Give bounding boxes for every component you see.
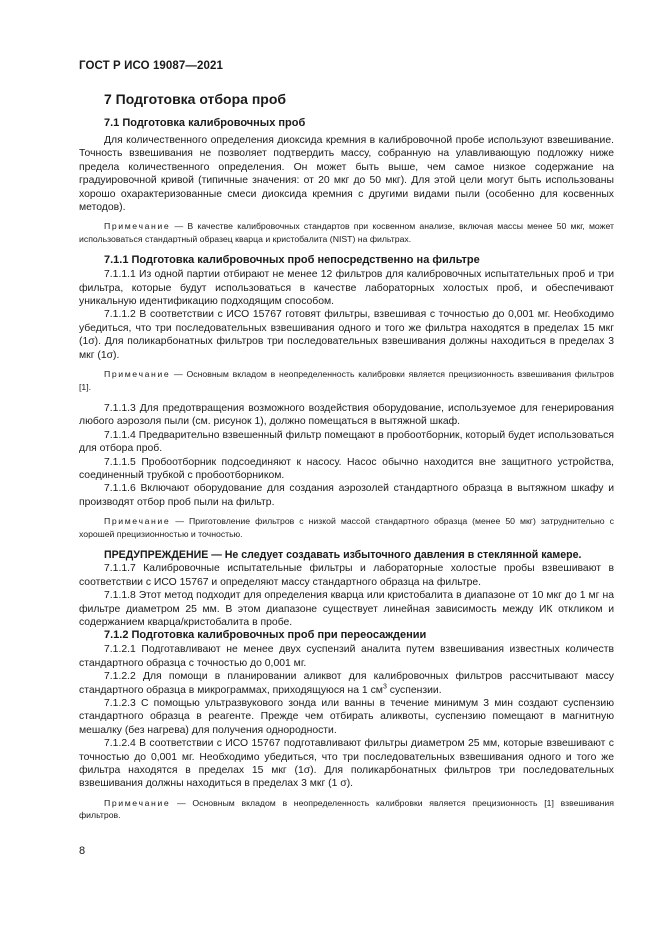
paragraph-7-1-1-5: 7.1.1.5 Пробоотборник подсоединяют к насосу. Насос обычно находится вне защитного устройства, соединенный трубкой с пробоотборником.	[79, 456, 614, 481]
subsection-title-7-1: 7.1 Подготовка калибровочных проб	[104, 117, 306, 129]
paragraph-7-1-1-4: 7.1.1.4 Предварительно взвешенный фильтр помещают в пробоотборник, который будет использоваться для отбора проб.	[79, 429, 614, 455]
paragraph-7-1-1-3: 7.1.1.3 Для предотвращения возможного воздействия оборудование, используемое для генерирования любого аэрозоля пыли (см. рисунок 1), должно помещаться в вытяжной шкаф.	[79, 402, 614, 428]
warning-text: ПРЕДУПРЕЖДЕНИЕ — Не следует создавать избыточного давления в стеклянной камере.	[104, 548, 582, 561]
note-label: Примечание	[104, 221, 171, 232]
note-text: — Основным вкладом в неопределенность калибровки является прецизионность [1] взвешивания фильтров.	[79, 797, 614, 821]
paragraph-7-1-1-7: 7.1.1.7 Калибровочные испытательные фильтры и лабораторные холостые пробы взвешивают в соответствии с ИСО 15767 и определяют массу стандартного образца на фильтре.	[79, 563, 614, 588]
note-text: — Основным вкладом в неопределенность калибровки является прецизионность взвешивания фильтров [1].	[79, 369, 614, 392]
note-7-1-1-6	[79, 515, 614, 540]
paragraph-7-1-1-1: 7.1.1.1 Из одной партии отбирают не менее 12 фильтров для калибровочных испытательных проб и три фильтра, которые будут использоваться в качестве лабораторных холостых проб, и обеспечивают уникальную идентификацию подходящим способом.	[79, 269, 614, 308]
paragraph-7-1-2-3: 7.1.2.3 С помощью ультразвукового зонда или ванны в течение минимум 3 мин создают суспензию стандартного образца в реагенте. Прежде чем отбирать аликвоты, суспензию помещают в магнитную мешалку (без нагрева) для получения однородности.	[79, 698, 614, 736]
note-label: Примечание	[104, 516, 171, 527]
paragraph-7-1-1-2: 7.1.1.2 В соответствии с ИСО 15767 готовят фильтры, взвешивая с точностью до 0,001 мг. Необходимо убедиться, что три последовательных взвешивания одного и того же фильтра находятся в пределах 15 мкг (1σ). Для поликарбонатных фильтров три последовательных взвешивания должны находиться в пределах 3 мкг (1σ).	[79, 309, 614, 361]
section-title: 7 Подготовка отбора проб	[104, 91, 287, 107]
note-label: Примечание	[104, 369, 171, 380]
note-label: Примечание	[104, 797, 171, 808]
paragraph-7-1-1-8: 7.1.1.8 Этот метод подходит для определения кварца или кристобалита в диапазоне от 10 мкг до 1 мг на фильтре диаметром 25 мм. В этом диапазоне существует линейная зависимость между ИК откликом и содержанием кварца/кристобалита в пробе.	[79, 590, 614, 628]
subsection-title-7-1-2: 7.1.2 Подготовка калибровочных проб при переосаждении	[104, 629, 427, 642]
page-content	[79, 91, 614, 831]
note-text: — В качестве калибровочных стандартов при косвенном анализе, включая массы менее 50 мкг, может использоваться стандартный образец кварца и кристобалита (NIST) на фильтрах.	[79, 221, 614, 244]
note-text: — Приготовление фильтров с низкой массой стандартного образца (менее 50 мкг) затруднительно с хорошей прецизионностью и точностью.	[79, 516, 614, 539]
subsection-title-7-1-1: 7.1.1 Подготовка калибровочных проб непосредственно на фильтре	[104, 254, 480, 267]
paragraph-7-1-1-6: 7.1.1.6 Включают оборудование для создания аэрозолей стандартного образца в вытяжном шкафу и производят отбор проб пыли на фильтр.	[79, 483, 614, 508]
page-number: 8	[79, 845, 86, 857]
note-7-1-2-4	[79, 797, 614, 822]
paragraph-7-1: Для количественного определения диоксида кремния в калибровочной пробе используют взвешивание. Точность взвешивания не позволяет подтвердить массу, собранную на улавливающую подложку ниже предела количественного определения. Он может быть выше, чем самое низкое содержание на градуировочной кривой (типичные значения: от 20 мкг до 50 мкг). Для этой цели могут быть использованы хорошо охарактеризованные смеси диоксида кремния с другими видами пыли (особенно для косвенных методов).	[79, 135, 614, 214]
paragraph-7-1-2-1: 7.1.2.1 Подготавливают не менее двух суспензий аналита путем взвешивания известных количеств стандартного образца с точностью до 0,001 мг.	[79, 644, 614, 669]
superscript: 3	[382, 683, 387, 691]
paragraph-text-end: суспензии.	[386, 684, 442, 696]
paragraph-7-1-2-2	[79, 670, 614, 697]
paragraph-text: 7.1.2.2 Для помощи в планировании аликвот для калибровочных фильтров рассчитывают массу стандартного образца в микрограммах, приходящуюся на 1 см	[79, 671, 614, 696]
paragraph-7-1-2-4: 7.1.2.4 В соответствии с ИСО 15767 подготавливают фильтры диаметром 25 мм, которые взвешивают с точностью до 0,001 мг. Необходимо убедиться, что три последовательных взвешивания одного и того же фильтра находятся в пределах 15 мкг (1σ). Для поликарбонатных фильтров три последовательных взвешивания должны находиться в пределах 3 мкг (1 σ).	[79, 738, 614, 790]
note-7-1	[79, 220, 614, 245]
note-7-1-1-2	[79, 368, 614, 393]
standard-header: ГОСТ Р ИСО 19087—2021	[79, 60, 224, 72]
